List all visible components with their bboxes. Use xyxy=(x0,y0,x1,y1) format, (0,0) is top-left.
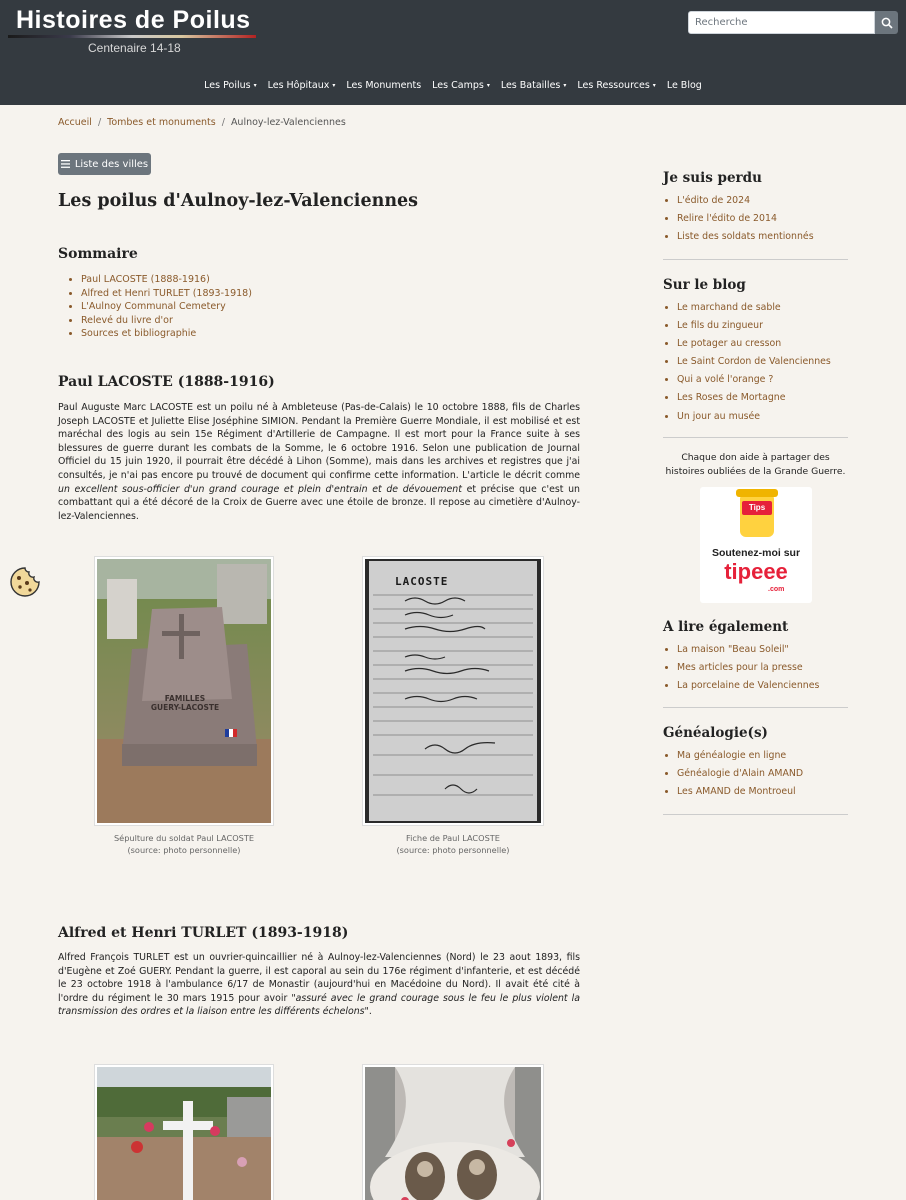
turlet-grave-photo[interactable] xyxy=(94,1064,274,1200)
sidebar-link[interactable]: • Le Saint Cordon de Valenciennes xyxy=(677,353,831,371)
site-title[interactable]: Histoires de Poilus xyxy=(16,6,251,34)
nav-les-hopitaux[interactable]: Les Hôpitaux ▾ xyxy=(267,80,336,91)
toc-item[interactable]: • L'Aulnoy Communal Cemetery xyxy=(81,300,252,314)
grave-caption: Sépulture du soldat Paul LACOSTE (source: photo personnelle) xyxy=(113,833,255,855)
sidebar-heading-blog: Sur le blog xyxy=(663,277,746,293)
caret-down-icon: ▾ xyxy=(563,82,567,89)
sidebar-link[interactable]: • Relire l'édito de 2014 xyxy=(677,210,814,228)
sidebar-also-list xyxy=(677,641,819,695)
nav-les-batailles[interactable]: Les Batailles ▾ xyxy=(500,80,567,91)
nav-les-monuments[interactable]: Les Monuments xyxy=(346,80,422,91)
sidebar-divider xyxy=(663,707,848,708)
record-card-name: LACOSTE xyxy=(395,575,449,588)
search-form xyxy=(688,11,898,34)
sidebar-link[interactable]: • Ma généalogie en ligne xyxy=(677,747,803,765)
search-button[interactable] xyxy=(875,11,898,34)
breadcrumb-current: Aulnoy-lez-Valenciennes xyxy=(230,117,346,128)
nav-les-camps[interactable]: Les Camps ▾ xyxy=(432,80,490,91)
grave-photo[interactable] xyxy=(94,556,274,826)
sidebar-genealogy-list xyxy=(677,747,803,801)
tipeee-banner[interactable] xyxy=(700,487,812,603)
tipeee-logo: tipeee xyxy=(724,559,788,584)
breadcrumb-section[interactable]: Tombes et monuments xyxy=(107,117,216,128)
logo-stripe xyxy=(8,35,256,38)
sidebar-blog-list xyxy=(677,299,831,426)
sidebar-link[interactable]: • Le marchand de sable xyxy=(677,299,831,317)
nav-les-poilus[interactable]: Les Poilus ▾ xyxy=(204,80,257,91)
medallion-image xyxy=(365,1067,541,1200)
breadcrumb-separator: / xyxy=(221,117,225,128)
sidebar-heading-genealogy: Généalogie(s) xyxy=(663,725,768,741)
turlet-medallion-photo[interactable] xyxy=(362,1064,544,1200)
sidebar-link[interactable]: • Liste des soldats mentionnés xyxy=(677,228,814,246)
site-header xyxy=(0,0,906,105)
nav-les-ressources[interactable]: Les Ressources ▾ xyxy=(577,80,656,91)
toc-item[interactable]: • Alfred et Henri TURLET (1893-1918) xyxy=(81,287,252,301)
record-card-image xyxy=(365,559,541,823)
breadcrumb-separator: / xyxy=(97,117,102,128)
nav-le-blog[interactable]: Le Blog xyxy=(666,80,702,91)
paragraph-turlet: Alfred François TURLET est un ouvrier-quincaillier né à Aulnoy-lez-Valenciennes (Nord) le 23 aout 1893, fils d'Eugène et Zoé GUERY. Pendant la guerre, il est caporal au sein du 176e régiment d'infanterie, et est décédé le 23 octobre 1918 à l'ambulance 6/17 de Monastir (aujourd'hui en Macédoine du Nord). Il avait été cité à l'ordre du régiment le 30 mars 1915 pour avoir "assuré avec le grand courage sous le feu le plus violent la transmission des ordres et la liaison entre les différents échelons". xyxy=(58,952,580,1018)
toc-item[interactable]: • Paul LACOSTE (1888-1916) xyxy=(81,273,252,287)
sidebar-heading-lost: Je suis perdu xyxy=(663,170,762,186)
menu-icon xyxy=(61,160,70,168)
sidebar-divider xyxy=(663,259,848,260)
tipeee-com: .com xyxy=(768,586,785,593)
tip-jar-label: Tips xyxy=(748,503,766,512)
toc-heading: Sommaire xyxy=(58,246,138,262)
sidebar-heading-also: A lire également xyxy=(663,619,789,635)
section-heading-turlet: Alfred et Henri TURLET (1893-1918) xyxy=(58,925,349,941)
sidebar-divider xyxy=(663,814,848,815)
cities-list-button[interactable]: Liste des villes xyxy=(58,153,151,175)
donation-text: Chaque don aide à partager des histoires oubliées de la Grande Guerre. xyxy=(665,452,846,477)
toc-list xyxy=(81,273,252,341)
caret-down-icon: ▾ xyxy=(486,82,490,89)
breadcrumb xyxy=(58,117,346,128)
sidebar-link[interactable]: • Généalogie d'Alain AMAND xyxy=(677,765,803,783)
main-nav xyxy=(0,80,906,91)
toc-item[interactable]: • Sources et bibliographie xyxy=(81,327,252,341)
site-subtitle: Centenaire 14-18 xyxy=(88,41,181,55)
sidebar-link[interactable]: • Le fils du zingueur xyxy=(677,317,831,335)
sidebar-link[interactable]: • Mes articles pour la presse xyxy=(677,659,819,677)
tip-jar-icon xyxy=(700,487,812,547)
sidebar-link[interactable]: • La porcelaine de Valenciennes xyxy=(677,677,819,695)
caret-down-icon: ▾ xyxy=(332,82,336,89)
sidebar-link[interactable]: • Qui a volé l'orange ? xyxy=(677,371,831,389)
sidebar-lost-list xyxy=(677,192,814,246)
sidebar-link[interactable]: • Les Roses de Mortagne xyxy=(677,389,831,407)
plaque-text: GUERY-LACOSTE xyxy=(150,703,220,712)
toc-item[interactable]: • Relevé du livre d'or xyxy=(81,314,252,328)
cross-grave-image xyxy=(97,1067,271,1200)
sidebar-link[interactable]: • Les AMAND de Montroeul xyxy=(677,783,803,801)
record-card-caption: Fiche de Paul LACOSTE (source: photo personnelle) xyxy=(396,833,510,855)
plaque-text: FAMILLES xyxy=(164,694,206,703)
caret-down-icon: ▾ xyxy=(253,82,257,89)
page-title: Les poilus d'Aulnoy-lez-Valenciennes xyxy=(58,191,419,211)
cookie-settings-icon[interactable] xyxy=(9,566,41,598)
sidebar-link[interactable]: • L'édito de 2024 xyxy=(677,192,814,210)
sidebar-link[interactable]: • Le potager au cresson xyxy=(677,335,831,353)
sidebar-link[interactable]: • Un jour au musée xyxy=(677,408,831,426)
section-heading-lacoste: Paul LACOSTE (1888-1916) xyxy=(58,374,275,390)
sidebar-divider xyxy=(663,437,848,438)
caret-down-icon: ▾ xyxy=(652,82,656,89)
record-card-photo[interactable] xyxy=(362,556,544,826)
sidebar-link[interactable]: • La maison "Beau Soleil" xyxy=(677,641,819,659)
paragraph-lacoste: Paul Auguste Marc LACOSTE est un poilu né à Ambleteuse (Pas-de-Calais) le 10 octobre 1888, fils de Charles Joseph LACOSTE et Juliette Elise Joséphine SIMION. Pendant la Première Guerre Mondiale, il est mobilisé et est maréchal des logis au sein 15e Régiment d'Artillerie de Campagne. Il est mort pour la France suite à ses blessures de guerre durant les combats de la Somme, le 6 octobre 1916. Selon une publication de Journal Officiel du 15 juin 1920, il pourrait être décédé à Lihon (Somme), mais dans les archives et registres que j'ai consultés, je n'ai pas encore pu trouvé de document qui confirme cette information. L'article le décrit comme un excellent sous-officier d'un grand courage et plein d'entrain et de dévouement et précise que c'est un combattant qui a été décoré de la Croix de Guerre avec une étoile de bronze. Il repose au cimetière d'Aulnoy-lez-Valenciennes. xyxy=(58,402,580,522)
grave-image xyxy=(97,559,271,823)
breadcrumb-home[interactable]: Accueil xyxy=(58,117,92,128)
tipeee-support-text: Soutenez-moi sur xyxy=(711,547,801,559)
search-input[interactable] xyxy=(688,11,875,34)
search-icon xyxy=(881,17,893,29)
